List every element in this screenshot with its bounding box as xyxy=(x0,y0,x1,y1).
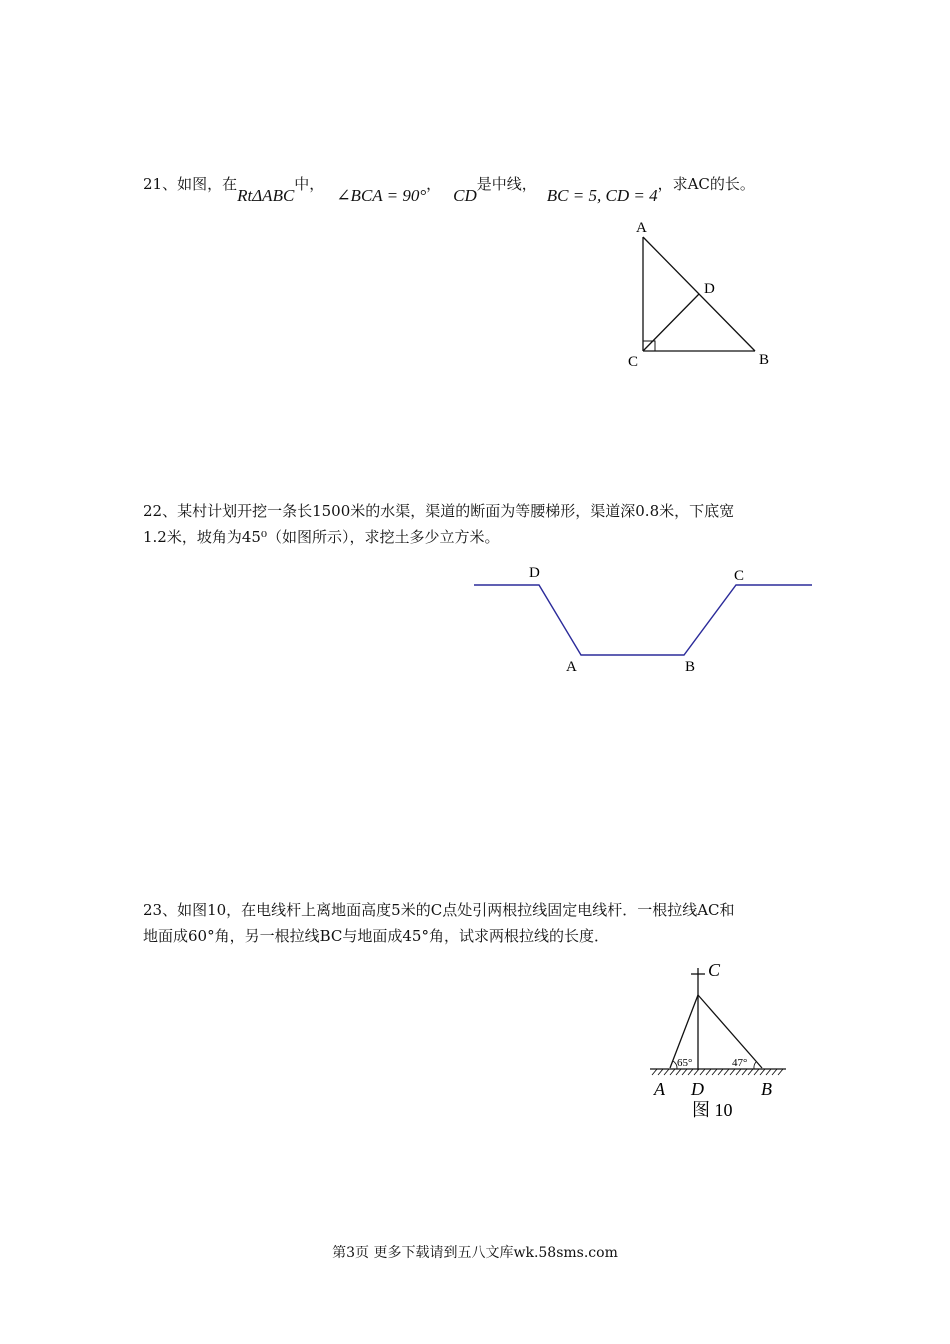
q23-label-a: A xyxy=(654,1079,665,1099)
page-footer: 第3页 更多下载请到五八文库wk.58sms.com xyxy=(332,1245,618,1261)
q23-angle-left: 65° xyxy=(677,1057,693,1069)
q23-label-c: C xyxy=(708,960,721,980)
q23-label-b: B xyxy=(761,1079,772,1099)
q21-math-lengths: BC = 5, CD = 4 xyxy=(546,186,658,205)
q21-math-median: CD xyxy=(453,186,477,205)
q22-channel-diagram xyxy=(470,560,815,680)
question-21-text xyxy=(143,170,755,205)
q21-math-angle: ∠BCA = 90° xyxy=(336,186,427,205)
question-23-line2: 地面成60°角，另一根拉线BC与地面成45°角，试求两根拉线的长度． xyxy=(143,927,609,945)
q21-label-a: A xyxy=(636,220,647,236)
q21-math-triangle: RtΔABC xyxy=(237,186,295,205)
q23-pole-diagram xyxy=(640,958,800,1123)
q22-label-d: D xyxy=(529,565,540,581)
q21-text-part4: 是中线， xyxy=(476,175,537,193)
q21-label-d: D xyxy=(704,281,715,297)
question-22-line2: 1.2米，坡角为45⁰（如图所示），求挖土多少立方米。 xyxy=(143,528,500,546)
q21-label-c: C xyxy=(628,354,639,370)
q22-label-c: C xyxy=(734,568,745,584)
q21-text-part5: ，求AC的长。 xyxy=(657,175,755,193)
q23-figure-caption: 图 10 xyxy=(692,1100,733,1120)
q22-label-a: A xyxy=(566,659,577,675)
q23-label-d: D xyxy=(691,1079,704,1099)
question-22-line1: 22、某村计划开挖一条长1500米的水渠，渠道的断面为等腰梯形，渠道深0.8米，下底宽 xyxy=(143,502,735,520)
question-23-line1: 23、如图10，在电线杆上离地面高度5米的C点处引两根拉线固定电线杆．一根拉线AC和 xyxy=(143,901,735,919)
q21-triangle-diagram xyxy=(620,215,790,375)
q21-label-b: B xyxy=(759,352,770,368)
q21-text-part3: ， xyxy=(426,175,442,193)
q23-angle-right: 47° xyxy=(732,1057,748,1069)
q22-label-b: B xyxy=(685,659,696,675)
q21-text-part2: 中， xyxy=(294,175,325,193)
q21-text-part1: 21、如图，在 xyxy=(143,175,238,193)
